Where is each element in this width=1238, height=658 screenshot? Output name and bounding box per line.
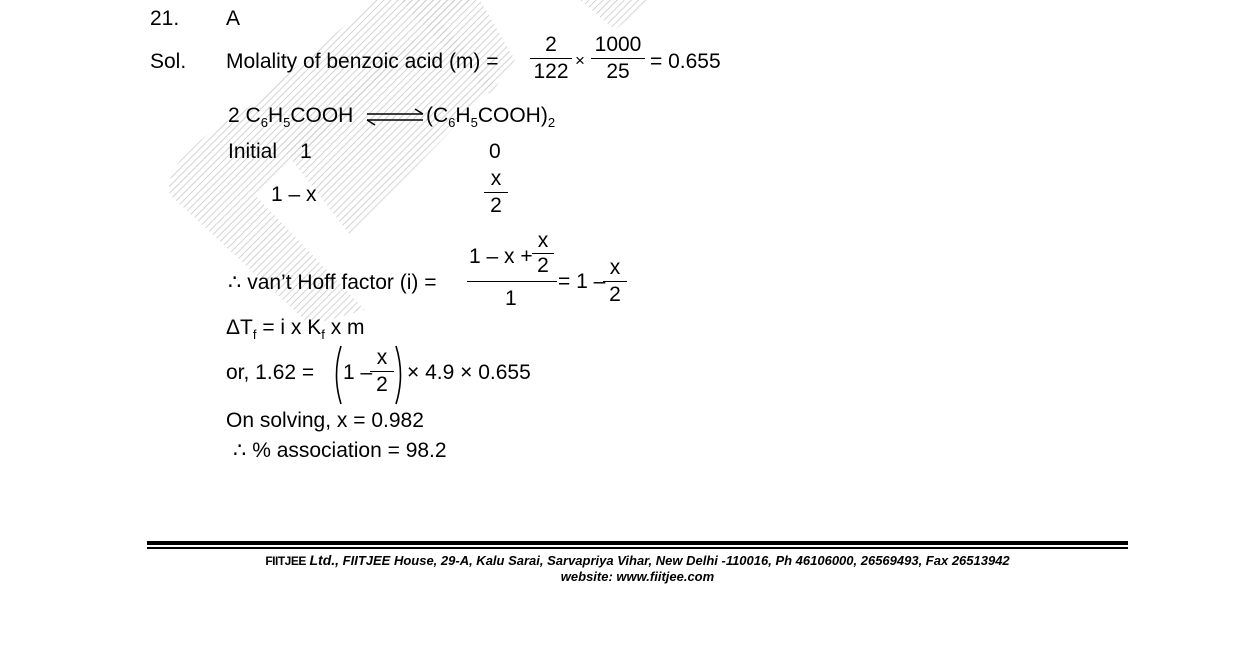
initial-product: 0	[489, 140, 501, 163]
footer-address-line	[147, 552, 1128, 569]
initial-label: Initial	[228, 140, 278, 163]
answer-option: A	[226, 7, 241, 30]
or-label: or, 1.62 =	[226, 361, 315, 384]
equilibrium-arrow-icon	[365, 108, 425, 126]
delta-tf-equation: $\Delta T_f = i$ x $K_f$ x m	[226, 316, 365, 343]
fraction-1000-over-25: 1000 25	[591, 33, 645, 84]
footer-ltd: Ltd.,	[309, 552, 340, 568]
times-sign: ×	[575, 51, 585, 70]
association-line: ∴ % association = 98.2	[233, 439, 447, 462]
footer-address: FIITJEE House, 29-A, Kalu Sarai, Sarvapriya Vihar, New Delhi -110016, Ph 46106000, 26569493, Fax 26513942	[342, 553, 1010, 568]
molality-text: Molality of benzoic acid (m) =	[226, 50, 499, 73]
reaction-reactant: 2 $C_6H_5COOH$	[228, 104, 354, 131]
footer-brand: FIITJEE	[265, 554, 306, 568]
footer-website: website: www.fiitjee.com	[560, 569, 715, 584]
fraction-2-over-122: 2 122	[530, 33, 572, 84]
reaction-product: $(C_6H_5COOH)_2$	[426, 104, 556, 131]
or-one-minus: 1 –	[343, 361, 373, 384]
vant-hoff-num-left: 1 – x +	[469, 245, 533, 268]
vant-hoff-eq: = 1 –	[558, 270, 606, 293]
footer	[147, 552, 1128, 585]
footer-rule-thick	[147, 541, 1128, 545]
or-fraction: x 2	[370, 346, 394, 397]
molality-result: = 0.655	[650, 50, 721, 73]
left-paren-icon	[330, 344, 344, 406]
solving-line: On solving, x = 0.982	[226, 409, 424, 432]
vant-hoff-main-bar	[467, 281, 557, 282]
vant-hoff-den: 1	[505, 287, 517, 310]
equilibrium-product-fraction: x 2	[484, 167, 508, 218]
footer-rule-thin	[147, 547, 1128, 549]
vant-hoff-rhs-fraction: x 2	[603, 256, 627, 307]
vant-hoff-label: ∴ van’t Hoff factor (i) =	[228, 271, 437, 294]
vant-hoff-inner-fraction: x 2	[532, 230, 554, 277]
question-number: 21.	[150, 7, 180, 30]
equilibrium-reactant: 1 – x	[271, 183, 317, 206]
initial-reactant: 1	[300, 140, 312, 163]
solution-label: Sol.	[150, 50, 187, 73]
or-tail: × 4.9 × 0.655	[407, 361, 531, 384]
right-paren-icon	[393, 344, 407, 406]
